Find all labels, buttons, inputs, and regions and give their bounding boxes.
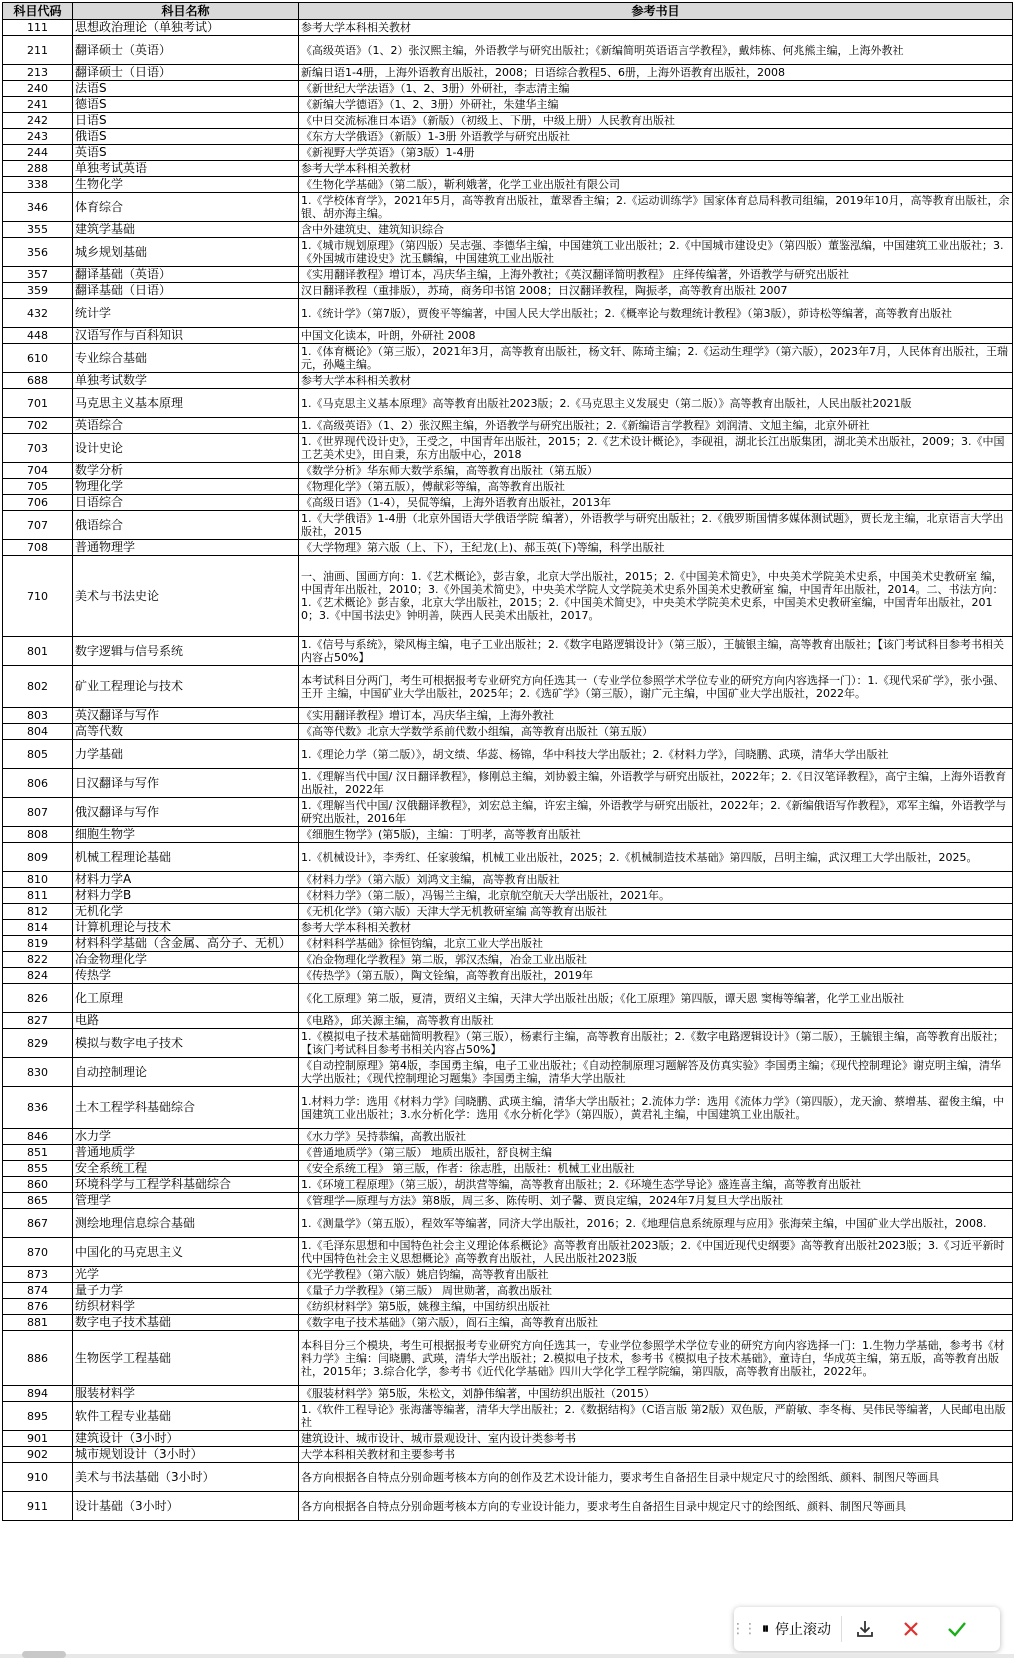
reference-books-cell: 《实用翻译教程》增订本，冯庆华主编，上海外教社；《英汉翻译简明教程》 庄绎传编著，外语教学与研究出版社 bbox=[299, 267, 1013, 283]
reference-books-cell: 1.《理解当代中国/ 汉日翻译教程》，修刚总主编，刘协毅主编，外语教学与研究出版社，2022年；2.《日汉笔译教程》，高宁主编，上海外语教育出版社，2022年 bbox=[299, 769, 1013, 798]
reference-books-cell: 1.《高级英语》（1、2）张汉熙主编，外语教学与研究出版社；2.《新编语言学教程》刘润清、文旭主编，北京外研社 bbox=[299, 418, 1013, 434]
subject-code-cell: 801 bbox=[3, 637, 73, 666]
subject-name-cell: 传热学 bbox=[73, 968, 299, 984]
subject-name-cell: 建筑学基础 bbox=[73, 222, 299, 238]
reference-books-cell: 1.《世界现代设计史》，王受之，中国青年出版社，2015；2.《艺术设计概论》，李砚祖，湖北长江出版集团，湖北美术出版社，2009；3.《中国工艺美术史》，田自秉，东方出版中心，2018 bbox=[299, 434, 1013, 463]
subject-name-cell: 数学分析 bbox=[73, 463, 299, 479]
table-row bbox=[3, 769, 1013, 798]
table-row bbox=[3, 65, 1013, 81]
reference-books-cell: 《物理化学》（第五版），傅献彩等编，高等教育出版社 bbox=[299, 479, 1013, 495]
subject-name-cell: 美术与书法史论 bbox=[73, 556, 299, 637]
reference-books-cell: 1.《体育概论》（第三版），2021年3月，高等教育出版社，杨文轩、陈琦主编；2.《运动生理学》（第六版），2023年7月，人民体育出版社，王瑞元，孙飚主编。 bbox=[299, 344, 1013, 373]
subject-code-cell: 851 bbox=[3, 1145, 73, 1161]
subject-name-cell: 俄语综合 bbox=[73, 511, 299, 540]
table-row bbox=[3, 113, 1013, 129]
subject-name-cell: 日语综合 bbox=[73, 495, 299, 511]
subject-code-cell: 855 bbox=[3, 1161, 73, 1177]
reference-books-cell: 《光学教程》（第六版）姚启钧编，高等教育出版社 bbox=[299, 1267, 1013, 1283]
subject-name-cell: 软件工程专业基础 bbox=[73, 1402, 299, 1431]
subject-code-cell: 355 bbox=[3, 222, 73, 238]
header-name: 科目名称 bbox=[73, 3, 299, 20]
subject-name-cell: 马克思主义基本原理 bbox=[73, 389, 299, 418]
subject-code-cell: 705 bbox=[3, 479, 73, 495]
table-row bbox=[3, 872, 1013, 888]
subject-code-cell: 357 bbox=[3, 267, 73, 283]
subject-name-cell: 英语综合 bbox=[73, 418, 299, 434]
check-icon bbox=[946, 1619, 968, 1639]
subject-name-cell: 服装材料学 bbox=[73, 1386, 299, 1402]
subject-name-cell: 汉语写作与百科知识 bbox=[73, 328, 299, 344]
reference-books-cell: 汉日翻译教程（重排版），苏琦，商务印书馆 2008；日汉翻译教程，陶振孝，高等教育出版社 2007 bbox=[299, 283, 1013, 299]
subject-code-cell: 244 bbox=[3, 145, 73, 161]
reference-books-cell: 《普通地质学》（第三版） 地质出版社，舒良树主编 bbox=[299, 1145, 1013, 1161]
subject-name-cell: 力学基础 bbox=[73, 740, 299, 769]
table-row bbox=[3, 1299, 1013, 1315]
subject-name-cell: 机械工程理论基础 bbox=[73, 843, 299, 872]
subject-code-cell: 829 bbox=[3, 1029, 73, 1058]
close-button[interactable] bbox=[888, 1607, 934, 1651]
subject-name-cell: 细胞生物学 bbox=[73, 827, 299, 843]
subject-code-cell: 827 bbox=[3, 1013, 73, 1029]
subject-name-cell: 日语S bbox=[73, 113, 299, 129]
table-row bbox=[3, 540, 1013, 556]
subject-code-cell: 359 bbox=[3, 283, 73, 299]
reference-books-cell: 参考大学本科相关教材 bbox=[299, 373, 1013, 389]
table-row bbox=[3, 1402, 1013, 1431]
table-row bbox=[3, 463, 1013, 479]
subject-code-cell: 902 bbox=[3, 1447, 73, 1463]
subject-name-cell: 设计基础（3小时） bbox=[73, 1492, 299, 1521]
table-row bbox=[3, 20, 1013, 36]
scroll-thumb[interactable] bbox=[22, 1651, 66, 1658]
subject-code-cell: 213 bbox=[3, 65, 73, 81]
reference-books-cell: 《管理学—原理与方法》第8版，周三多、陈传明、刘子馨、贾良定编，2024年7月复旦大学出版社 bbox=[299, 1193, 1013, 1209]
table-row bbox=[3, 968, 1013, 984]
reference-books-cell: 《数学分析》华东师大数学系编，高等教育出版社（第五版） bbox=[299, 463, 1013, 479]
subject-code-cell: 703 bbox=[3, 434, 73, 463]
table-row bbox=[3, 1145, 1013, 1161]
table-row bbox=[3, 1029, 1013, 1058]
subject-name-cell: 普通地质学 bbox=[73, 1145, 299, 1161]
reference-books-cell: 建筑设计、城市设计、城市景观设计、室内设计类参考书 bbox=[299, 1431, 1013, 1447]
subject-code-cell: 886 bbox=[3, 1331, 73, 1386]
subject-name-cell: 高等代数 bbox=[73, 724, 299, 740]
subject-name-cell: 俄汉翻译与写作 bbox=[73, 798, 299, 827]
reference-books-cell: 《冶金物理化学教程》第二版，郭汉杰编，冶金工业出版社 bbox=[299, 952, 1013, 968]
subject-name-cell: 管理学 bbox=[73, 1193, 299, 1209]
table-row bbox=[3, 827, 1013, 843]
reference-books-cell: 本科目分三个模块，考生可根据报考专业研究方向任选其一，专业学位参照学术学位专业的研究方向内容选择一门：1.生物力学基础，参考书《材料力学》主编：闫晓鹏、武瑛，清华大学出版社；2.模拟电子技术，参考书《模拟电子技术基础》，童诗白，华成英主编，第五版，高等教育出版社，2015年；3.综合化学，参考书《近代化学基础》四川大学化学工程学院编，第四版，高等教育出版社，2022年。 bbox=[299, 1331, 1013, 1386]
table-row bbox=[3, 1386, 1013, 1402]
subject-name-cell: 材料力学A bbox=[73, 872, 299, 888]
subject-name-cell: 城乡规划基础 bbox=[73, 238, 299, 267]
table-row bbox=[3, 936, 1013, 952]
subject-code-cell: 610 bbox=[3, 344, 73, 373]
subject-code-cell: 807 bbox=[3, 798, 73, 827]
subject-name-cell: 电路 bbox=[73, 1013, 299, 1029]
subject-code-cell: 812 bbox=[3, 904, 73, 920]
table-row bbox=[3, 344, 1013, 373]
table-row bbox=[3, 637, 1013, 666]
reference-books-cell: 1.《理论力学（第二版）》，胡文绩、华蕊、杨锦，华中科技大学出版社；2.《材料力学》，闫晓鹏、武瑛，清华大学出版社 bbox=[299, 740, 1013, 769]
reference-books-cell: 《高级日语》（1-4），吴侃等编，上海外语教育出版社，2013年 bbox=[299, 495, 1013, 511]
table-row bbox=[3, 145, 1013, 161]
table-row bbox=[3, 1129, 1013, 1145]
table-row bbox=[3, 984, 1013, 1013]
table-header bbox=[3, 3, 1013, 20]
subject-name-cell: 生物化学 bbox=[73, 177, 299, 193]
table-row bbox=[3, 267, 1013, 283]
table-row bbox=[3, 81, 1013, 97]
table-row bbox=[3, 798, 1013, 827]
table-row bbox=[3, 328, 1013, 344]
subject-code-cell: 819 bbox=[3, 936, 73, 952]
table-row bbox=[3, 1177, 1013, 1193]
subject-code-cell: 811 bbox=[3, 888, 73, 904]
reference-books-cell: 《细胞生物学》(第5版)，主编：丁明孝，高等教育出版社 bbox=[299, 827, 1013, 843]
subject-name-cell: 矿业工程理论与技术 bbox=[73, 666, 299, 708]
reference-books-cell: 含中外建筑史、建筑知识综合 bbox=[299, 222, 1013, 238]
reference-books-cell: 《高级英语》（1、2）张汉熙主编，外语教学与研究出版社；《新编简明英语语言学教程》，戴炜栋、何兆熊主编，上海外教社 bbox=[299, 36, 1013, 65]
subject-name-cell: 计算机理论与技术 bbox=[73, 920, 299, 936]
subject-code-cell: 356 bbox=[3, 238, 73, 267]
reference-books-cell: 1.《城市规划原理》（第四版）吴志强、李德华主编，中国建筑工业出版社；2.《中国城市建设史》（第四版）董鉴泓编，中国建筑工业出版社；3.《外国城市建设史》沈玉麟编，中国建筑工业出版社 bbox=[299, 238, 1013, 267]
subject-name-cell: 俄语S bbox=[73, 129, 299, 145]
reference-books-cell: 各方向根据各自特点分别命题考核本方向的创作及艺术设计能力，要求考生自备招生目录中规定尺寸的绘图纸、颜料、制图尺等画具 bbox=[299, 1463, 1013, 1492]
subject-name-cell: 材料力学B bbox=[73, 888, 299, 904]
reference-books-cell: 1.《统计学》（第7版），贾俊平等编著，中国人民大学出版社；2.《概率论与数理统计教程》（第3版），茆诗松等编著，高等教育出版社 bbox=[299, 299, 1013, 328]
subject-code-cell: 910 bbox=[3, 1463, 73, 1492]
subject-code-cell: 824 bbox=[3, 968, 73, 984]
table-row bbox=[3, 161, 1013, 177]
subject-code-cell: 894 bbox=[3, 1386, 73, 1402]
table-row bbox=[3, 1013, 1013, 1029]
reference-books-cell: 各方向根据各自特点分别命题考核本方向的专业设计能力，要求考生自备招生目录中规定尺寸的绘图纸、颜料、制图尺等画具 bbox=[299, 1492, 1013, 1521]
table-row bbox=[3, 1161, 1013, 1177]
subject-code-cell: 814 bbox=[3, 920, 73, 936]
subject-name-cell: 单独考试英语 bbox=[73, 161, 299, 177]
table-row bbox=[3, 177, 1013, 193]
subject-name-cell: 数字逻辑与信号系统 bbox=[73, 637, 299, 666]
download-icon bbox=[855, 1619, 875, 1639]
stop-scroll-button[interactable] bbox=[752, 1607, 841, 1651]
subject-code-cell: 865 bbox=[3, 1193, 73, 1209]
stop-scroll-label: 停止滚动 bbox=[775, 1622, 831, 1638]
subject-code-cell: 710 bbox=[3, 556, 73, 637]
subject-code-cell: 873 bbox=[3, 1267, 73, 1283]
subject-code-cell: 702 bbox=[3, 418, 73, 434]
table-row bbox=[3, 389, 1013, 418]
subject-name-cell: 体育综合 bbox=[73, 193, 299, 222]
subject-code-cell: 808 bbox=[3, 827, 73, 843]
subject-name-cell: 英语S bbox=[73, 145, 299, 161]
reference-books-cell: 《实用翻译教程》增订本，冯庆华主编，上海外教社 bbox=[299, 708, 1013, 724]
subject-name-cell: 中国化的马克思主义 bbox=[73, 1238, 299, 1267]
subject-name-cell: 数字电子技术基础 bbox=[73, 1315, 299, 1331]
table-row bbox=[3, 1431, 1013, 1447]
subject-name-cell: 美术与书法基础（3小时） bbox=[73, 1463, 299, 1492]
reference-books-cell: 《水力学》吴持恭编，高教出版社 bbox=[299, 1129, 1013, 1145]
subject-name-cell: 设计史论 bbox=[73, 434, 299, 463]
reference-books-cell: 1.材料力学：选用《材料力学》闫晓鹏、武瑛主编，清华大学出版社；2.流体力学：选用《流体力学》（第四版），龙天渝、蔡增基、翟俊主编，中国建筑工业出版社；3.水分析化学：选用《水分析化学》（第四版），黄君礼主编，中国建筑工业出版社。 bbox=[299, 1087, 1013, 1129]
subject-name-cell: 翻译基础（英语） bbox=[73, 267, 299, 283]
table-row bbox=[3, 1315, 1013, 1331]
subject-code-cell: 111 bbox=[3, 20, 73, 36]
subject-code-cell: 874 bbox=[3, 1283, 73, 1299]
subject-code-cell: 836 bbox=[3, 1087, 73, 1129]
reference-books-cell: 《中日交流标准日本语》（新版）（初级上、下册，中级上册）人民教育出版社 bbox=[299, 113, 1013, 129]
table-row bbox=[3, 1492, 1013, 1521]
reference-books-cell: 1.《理解当代中国/ 汉俄翻译教程》，刘宏总主编，许宏主编，外语教学与研究出版社，2022年；2.《新编俄语写作教程》，邓军主编，外语教学与研究出版社，2016年 bbox=[299, 798, 1013, 827]
reference-books-cell: 《服装材料学》第5版，朱松文，刘静伟编著，中国纺织出版社（2015） bbox=[299, 1386, 1013, 1402]
subject-code-cell: 805 bbox=[3, 740, 73, 769]
reference-books-cell: 1.《软件工程导论》张海藩等编著，清华大学出版社；2.《数据结构》（C语言版 第2版）双色版，严蔚敏、李冬梅、吴伟民等编著，人民邮电出版社 bbox=[299, 1402, 1013, 1431]
subject-code-cell: 860 bbox=[3, 1177, 73, 1193]
subject-name-cell: 无机化学 bbox=[73, 904, 299, 920]
scroll-capture-toolbar bbox=[731, 1607, 1000, 1651]
subject-code-cell: 803 bbox=[3, 708, 73, 724]
subject-code-cell: 806 bbox=[3, 769, 73, 798]
reference-books-cell: 《大学物理》第六版（上、下），王纪龙(上)、郝玉英(下)等编，科学出版社 bbox=[299, 540, 1013, 556]
table-row bbox=[3, 1267, 1013, 1283]
table-row bbox=[3, 495, 1013, 511]
table-row bbox=[3, 129, 1013, 145]
subject-name-cell: 光学 bbox=[73, 1267, 299, 1283]
reference-books-cell: 《材料力学》（第六版）刘鸿文主编，高等教育出版社 bbox=[299, 872, 1013, 888]
table-row bbox=[3, 904, 1013, 920]
subject-code-cell: 881 bbox=[3, 1315, 73, 1331]
reference-book-table bbox=[2, 2, 1013, 1521]
table-row bbox=[3, 920, 1013, 936]
table-row bbox=[3, 1238, 1013, 1267]
reference-books-cell: 大学本科相关教材和主要参考书 bbox=[299, 1447, 1013, 1463]
reference-books-cell: 《材料力学》（第二版），冯锡兰主编，北京航空航天大学出版社，2021年。 bbox=[299, 888, 1013, 904]
table-row bbox=[3, 1283, 1013, 1299]
table-row bbox=[3, 238, 1013, 267]
subject-name-cell: 生物医学工程基础 bbox=[73, 1331, 299, 1386]
reference-books-cell: 1.《机械设计》，李秀红、任家骏编，机械工业出版社，2025；2.《机械制造技术基础》第四版，吕明主编，武汉理工大学出版社，2025。 bbox=[299, 843, 1013, 872]
table-row bbox=[3, 418, 1013, 434]
table-row bbox=[3, 724, 1013, 740]
reference-books-cell: 《电路》，邱关源主编，高等教育出版社 bbox=[299, 1013, 1013, 1029]
reference-books-cell: 《东方大学俄语》（新版）1-3册 外语教学与研究出版社 bbox=[299, 129, 1013, 145]
subject-code-cell: 211 bbox=[3, 36, 73, 65]
reference-books-cell: 1.《大学俄语》1-4册（北京外国语大学俄语学院 编著），外语教学与研究出版社；2.《俄罗斯国情多媒体测试题》，贾长龙主编，北京语言大学出版社，2015 bbox=[299, 511, 1013, 540]
reference-books-cell: 《数字电子技术基础》（第六版），阎石主编，高等教育出版社 bbox=[299, 1315, 1013, 1331]
bottom-bar bbox=[0, 1654, 1014, 1658]
download-button[interactable] bbox=[842, 1607, 888, 1651]
subject-name-cell: 德语S bbox=[73, 97, 299, 113]
header-code: 科目代码 bbox=[3, 3, 73, 20]
subject-code-cell: 242 bbox=[3, 113, 73, 129]
table-row bbox=[3, 373, 1013, 389]
reference-books-cell: 本考试科目分两门，考生可根据报考专业研究方向任选其一（专业学位参照学术学位专业的研究方向内容选择一门）：1.《现代采矿学》，张小强、王开 主编，中国矿业大学出版社，2025年；2.《选矿学》（第三版），谢广元主编，中国矿业大学出版社，2022年。 bbox=[299, 666, 1013, 708]
subject-name-cell: 自动控制理论 bbox=[73, 1058, 299, 1087]
reference-books-cell: 1.《信号与系统》，梁风梅主编，电子工业出版社；2.《数字电路逻辑设计》（第三版），王毓银主编，高等教育出版社；【该门考试科目参考书相关内容占50%】 bbox=[299, 637, 1013, 666]
subject-code-cell: 802 bbox=[3, 666, 73, 708]
subject-name-cell: 法语S bbox=[73, 81, 299, 97]
reference-books-cell: 《生物化学基础》（第二版），靳利娥著，化学工业出版社有限公司 bbox=[299, 177, 1013, 193]
subject-code-cell: 846 bbox=[3, 1129, 73, 1145]
table-row bbox=[3, 888, 1013, 904]
subject-name-cell: 城市规划设计（3小时） bbox=[73, 1447, 299, 1463]
reference-books-cell: 1.《测量学》（第五版），程效军等编著，同济大学出版社，2016；2.《地理信息系统原理与应用》张海荣主编，中国矿业大学出版社，2008. bbox=[299, 1209, 1013, 1238]
subject-code-cell: 706 bbox=[3, 495, 73, 511]
confirm-button[interactable] bbox=[934, 1607, 980, 1651]
reference-books-cell: 1.《模拟电子技术基础简明教程》（第三版），杨素行主编，高等教育出版社；2.《数字电路逻辑设计》（第二版），王毓银主编，高等教育出版社；【该门考试科目参考书相关内容占50%】 bbox=[299, 1029, 1013, 1058]
reference-books-cell: 《新视野大学英语》（第3版）1-4册 bbox=[299, 145, 1013, 161]
reference-books-cell: 《高等代数》北京大学数学系前代数小组编，高等教育出版社（第五版） bbox=[299, 724, 1013, 740]
table-row bbox=[3, 1209, 1013, 1238]
subject-code-cell: 867 bbox=[3, 1209, 73, 1238]
header-books: 参考书目 bbox=[299, 3, 1013, 20]
table-row bbox=[3, 708, 1013, 724]
table-row bbox=[3, 952, 1013, 968]
table-row bbox=[3, 299, 1013, 328]
subject-code-cell: 911 bbox=[3, 1492, 73, 1521]
subject-name-cell: 专业综合基础 bbox=[73, 344, 299, 373]
reference-books-cell: 《量子力学教程》（第三版） 周世勋著，高教出版社 bbox=[299, 1283, 1013, 1299]
subject-name-cell: 翻译硕士（英语） bbox=[73, 36, 299, 65]
subject-name-cell: 化工原理 bbox=[73, 984, 299, 1013]
reference-books-cell: 中国文化读本，叶朗，外研社 2008 bbox=[299, 328, 1013, 344]
reference-books-cell: 《无机化学》（第六版）天津大学无机教研室编 高等教育出版社 bbox=[299, 904, 1013, 920]
drag-handle-icon[interactable]: ⋮⋮ bbox=[731, 1621, 755, 1637]
table-row bbox=[3, 193, 1013, 222]
reference-books-cell: 1.《学校体育学》，2021年5月，高等教育出版社，董翠香主编；2.《运动训练学》国家体育总局科教司组编，2019年10月，高等教育出版社，余银、胡亦海主编。 bbox=[299, 193, 1013, 222]
reference-books-cell: 新编日语1-4册，上海外语教育出版社，2008；日语综合教程5、6册，上海外语教育出版社，2008 bbox=[299, 65, 1013, 81]
subject-code-cell: 346 bbox=[3, 193, 73, 222]
subject-code-cell: 822 bbox=[3, 952, 73, 968]
table-row bbox=[3, 1447, 1013, 1463]
subject-code-cell: 432 bbox=[3, 299, 73, 328]
subject-name-cell: 英汉翻译与写作 bbox=[73, 708, 299, 724]
subject-code-cell: 701 bbox=[3, 389, 73, 418]
subject-name-cell: 普通物理学 bbox=[73, 540, 299, 556]
table-row bbox=[3, 740, 1013, 769]
subject-name-cell: 单独考试数学 bbox=[73, 373, 299, 389]
table-row bbox=[3, 843, 1013, 872]
subject-code-cell: 243 bbox=[3, 129, 73, 145]
reference-books-cell: 《安全系统工程》 第三版，作者：徐志胜，出版社：机械工业出版社 bbox=[299, 1161, 1013, 1177]
subject-name-cell: 安全系统工程 bbox=[73, 1161, 299, 1177]
table-row bbox=[3, 434, 1013, 463]
reference-books-cell: 参考大学本科相关教材 bbox=[299, 161, 1013, 177]
reference-books-cell: 1.《毛泽东思想和中国特色社会主义理论体系概论》高等教育出版社2023版；2.《中国近现代史纲要》高等教育出版社2023版；3.《习近平新时代中国特色社会主义思想概论》高等教育出版社，人民出版社2023版 bbox=[299, 1238, 1013, 1267]
table-row bbox=[3, 666, 1013, 708]
subject-code-cell: 448 bbox=[3, 328, 73, 344]
reference-books-cell: 《纺织材料学》第5版，姚穆主编，中国纺织出版社 bbox=[299, 1299, 1013, 1315]
reference-books-cell: 《材料科学基础》徐恒钧编，北京工业大学出版社 bbox=[299, 936, 1013, 952]
subject-code-cell: 826 bbox=[3, 984, 73, 1013]
subject-name-cell: 翻译硕士（日语） bbox=[73, 65, 299, 81]
table-row bbox=[3, 1193, 1013, 1209]
subject-code-cell: 708 bbox=[3, 540, 73, 556]
subject-name-cell: 测绘地理信息综合基础 bbox=[73, 1209, 299, 1238]
table-body bbox=[3, 20, 1013, 1521]
table-row bbox=[3, 283, 1013, 299]
reference-books-cell: 1.《马克思主义基本原理》高等教育出版社2023版；2.《马克思主义发展史（第二版）》高等教育出版社，人民出版社2021版 bbox=[299, 389, 1013, 418]
subject-code-cell: 901 bbox=[3, 1431, 73, 1447]
reference-books-cell: 1.《环境工程原理》（第三版），胡洪营等编，高等教育出版社；2.《环境生态学导论》盛连喜主编，高等教育出版社 bbox=[299, 1177, 1013, 1193]
table-row bbox=[3, 97, 1013, 113]
table-row bbox=[3, 479, 1013, 495]
subject-code-cell: 338 bbox=[3, 177, 73, 193]
subject-name-cell: 环境科学与工程学科基础综合 bbox=[73, 1177, 299, 1193]
subject-name-cell: 量子力学 bbox=[73, 1283, 299, 1299]
subject-code-cell: 688 bbox=[3, 373, 73, 389]
subject-code-cell: 704 bbox=[3, 463, 73, 479]
pause-icon: ⏸ bbox=[762, 1621, 769, 1637]
reference-books-cell: 一、油画、国画方向：1.《艺术概论》，彭吉象，北京大学出版社，2015；2.《中国美术简史》，中央美术学院美术史系，中国美术史教研室 编，中国青年出版社，2010；3.《外国美术简史》，中央美术学院人文学院美术史系外国美术史教研室 编，中国青年出版社，2014。二、书法方向：1.《艺术概论》彭吉象，北京大学出版社，2015；2.《中国美术简史》，中央美术学院美术史系，中国美术史教研室编，中国青年出版社，2010；3.《中国书法史》钟明善，陕西人民美术出版社，2017。 bbox=[299, 556, 1013, 637]
subject-name-cell: 翻译基础（日语） bbox=[73, 283, 299, 299]
reference-books-cell: 《传热学》（第五版），陶文铨编，高等教育出版社，2019年 bbox=[299, 968, 1013, 984]
subject-code-cell: 810 bbox=[3, 872, 73, 888]
reference-books-cell: 《自动控制原理》第4版，李国勇主编，电子工业出版社；《自动控制原理习题解答及仿真实验》李国勇主编；《现代控制理论》谢克明主编，清华大学出版社；《现代控制理论习题集》李国勇主编，清华大学出版社 bbox=[299, 1058, 1013, 1087]
subject-code-cell: 876 bbox=[3, 1299, 73, 1315]
subject-code-cell: 895 bbox=[3, 1402, 73, 1431]
subject-name-cell: 冶金物理化学 bbox=[73, 952, 299, 968]
subject-name-cell: 物理化学 bbox=[73, 479, 299, 495]
subject-name-cell: 纺织材料学 bbox=[73, 1299, 299, 1315]
subject-name-cell: 统计学 bbox=[73, 299, 299, 328]
table-row bbox=[3, 1087, 1013, 1129]
subject-name-cell: 思想政治理论（单独考试） bbox=[73, 20, 299, 36]
subject-name-cell: 模拟与数字电子技术 bbox=[73, 1029, 299, 1058]
subject-code-cell: 288 bbox=[3, 161, 73, 177]
table-row bbox=[3, 1331, 1013, 1386]
subject-code-cell: 240 bbox=[3, 81, 73, 97]
subject-name-cell: 建筑设计（3小时） bbox=[73, 1431, 299, 1447]
table-row bbox=[3, 222, 1013, 238]
subject-code-cell: 707 bbox=[3, 511, 73, 540]
close-icon bbox=[901, 1619, 921, 1639]
table-row bbox=[3, 1463, 1013, 1492]
subject-code-cell: 809 bbox=[3, 843, 73, 872]
reference-books-cell: 参考大学本科相关教材 bbox=[299, 920, 1013, 936]
subject-name-cell: 水力学 bbox=[73, 1129, 299, 1145]
subject-name-cell: 土木工程学科基础综合 bbox=[73, 1087, 299, 1129]
reference-books-cell: 《化工原理》第二版，夏清，贾绍义主编，天津大学出版社出版；《化工原理》第四版，谭天恩 窦梅等编著，化学工业出版社 bbox=[299, 984, 1013, 1013]
table-row bbox=[3, 36, 1013, 65]
reference-books-cell: 参考大学本科相关教材 bbox=[299, 20, 1013, 36]
subject-code-cell: 830 bbox=[3, 1058, 73, 1087]
subject-code-cell: 870 bbox=[3, 1238, 73, 1267]
reference-books-cell: 《新编大学德语》（1、2、3册）外研社，朱建华主编 bbox=[299, 97, 1013, 113]
table-row bbox=[3, 1058, 1013, 1087]
subject-name-cell: 材料科学基础（含金属、高分子、无机） bbox=[73, 936, 299, 952]
table-row bbox=[3, 556, 1013, 637]
subject-code-cell: 241 bbox=[3, 97, 73, 113]
subject-code-cell: 804 bbox=[3, 724, 73, 740]
subject-name-cell: 日汉翻译与写作 bbox=[73, 769, 299, 798]
reference-books-cell: 《新世纪大学法语》（1、2、3册）外研社，李志清主编 bbox=[299, 81, 1013, 97]
table-row bbox=[3, 511, 1013, 540]
